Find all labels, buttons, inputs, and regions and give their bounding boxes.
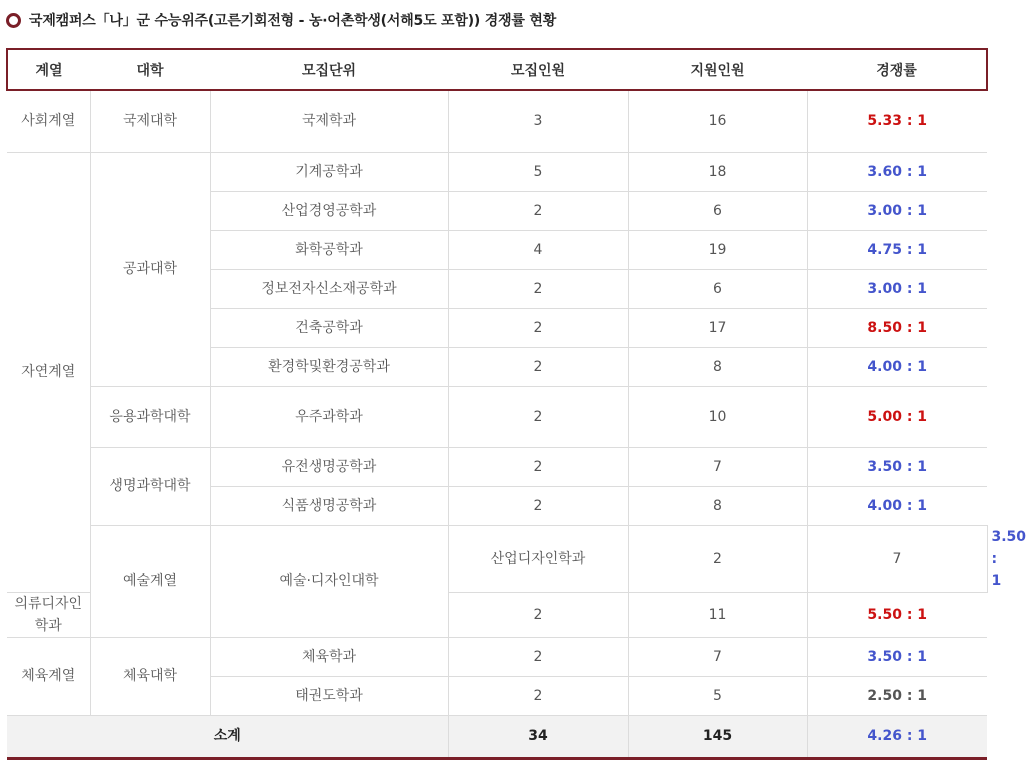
header-rate: 경쟁률 xyxy=(807,49,987,90)
unit-cell: 국제학과 xyxy=(210,90,448,152)
header-college: 대학 xyxy=(90,49,210,90)
page-title: 국제캠퍼스「나」군 수능위주(고른기회전형 - 농·어촌학생(서해5도 포함)) 경쟁률 현황 xyxy=(29,13,557,29)
rate-cell: 4.75 : 1 xyxy=(807,230,987,269)
college-cell: 예술·디자인대학 xyxy=(210,525,448,637)
header-applicants: 지원인원 xyxy=(628,49,807,90)
header-group: 계열 xyxy=(7,49,90,90)
unit-cell: 산업디자인학과 xyxy=(448,525,628,592)
college-cell: 응용과학대학 xyxy=(90,386,210,447)
unit-cell: 산업경영공학과 xyxy=(210,191,448,230)
table-row xyxy=(7,637,987,676)
table-row xyxy=(7,447,987,486)
applicants-cell: 10 xyxy=(628,386,807,447)
rate-cell: 4.00 : 1 xyxy=(807,347,987,386)
rate-cell: 3.50 : 1 xyxy=(807,447,987,486)
applicants-cell: 16 xyxy=(628,90,807,152)
college-cell: 체육대학 xyxy=(90,637,210,715)
applicants-cell: 18 xyxy=(628,152,807,191)
quota-cell: 4 xyxy=(448,230,628,269)
rate-cell: 5.50 : 1 xyxy=(807,592,987,637)
header-unit: 모집단위 xyxy=(210,49,448,90)
group-cell: 체육계열 xyxy=(7,637,90,715)
unit-cell: 정보전자신소재공학과 xyxy=(210,269,448,308)
quota-cell: 2 xyxy=(448,447,628,486)
total-row xyxy=(7,715,987,758)
applicants-cell: 8 xyxy=(628,486,807,525)
table-row xyxy=(7,152,987,191)
table-header-row xyxy=(7,49,987,90)
unit-cell: 우주과학과 xyxy=(210,386,448,447)
quota-cell: 2 xyxy=(448,676,628,715)
applicants-cell: 6 xyxy=(628,191,807,230)
college-cell: 공과대학 xyxy=(90,152,210,386)
unit-cell: 화학공학과 xyxy=(210,230,448,269)
unit-cell: 기계공학과 xyxy=(210,152,448,191)
rate-cell: 5.00 : 1 xyxy=(807,386,987,447)
applicants-cell: 7 xyxy=(628,447,807,486)
rate-cell: 4.00 : 1 xyxy=(807,486,987,525)
total-label: 소계 xyxy=(7,715,448,758)
rate-cell: 3.60 : 1 xyxy=(807,152,987,191)
circle-bullet-icon xyxy=(6,13,21,28)
unit-cell: 식품생명공학과 xyxy=(210,486,448,525)
total-rate: 4.26 : 1 xyxy=(807,715,987,758)
quota-cell: 2 xyxy=(448,191,628,230)
quota-cell: 2 xyxy=(448,347,628,386)
quota-cell: 2 xyxy=(448,269,628,308)
unit-cell: 건축공학과 xyxy=(210,308,448,347)
page-title-bar xyxy=(6,8,556,32)
applicants-cell: 11 xyxy=(628,592,807,637)
group-cell: 예술계열 xyxy=(90,525,210,637)
college-cell: 국제대학 xyxy=(90,90,210,152)
quota-cell: 2 xyxy=(628,525,807,592)
applicants-cell: 8 xyxy=(628,347,807,386)
applicants-cell: 7 xyxy=(807,525,987,592)
rate-cell: 8.50 : 1 xyxy=(807,308,987,347)
table-row xyxy=(7,386,987,447)
group-cell: 자연계열 xyxy=(7,152,90,592)
table-row: 예술계열 예술·디자인대학 산업디자인학과 2 7 3.50 : 1 xyxy=(7,525,987,592)
unit-cell: 의류디자인학과 xyxy=(7,592,90,637)
quota-cell: 2 xyxy=(448,592,628,637)
rate-cell: 3.00 : 1 xyxy=(807,269,987,308)
unit-cell: 환경학및환경공학과 xyxy=(210,347,448,386)
rate-cell: 3.50 : 1 xyxy=(807,637,987,676)
competition-rate-table xyxy=(6,48,1026,760)
applicants-cell: 6 xyxy=(628,269,807,308)
unit-cell: 태권도학과 xyxy=(210,676,448,715)
total-quota: 34 xyxy=(448,715,628,758)
quota-cell: 3 xyxy=(448,90,628,152)
unit-cell: 체육학과 xyxy=(210,637,448,676)
total-applicants: 145 xyxy=(628,715,807,758)
applicants-cell: 7 xyxy=(628,637,807,676)
quota-cell: 5 xyxy=(448,152,628,191)
quota-cell: 2 xyxy=(448,637,628,676)
rate-cell: 5.33 : 1 xyxy=(807,90,987,152)
unit-cell: 유전생명공학과 xyxy=(210,447,448,486)
applicants-cell: 19 xyxy=(628,230,807,269)
header-quota: 모집인원 xyxy=(448,49,628,90)
applicants-cell: 17 xyxy=(628,308,807,347)
quota-cell: 2 xyxy=(448,308,628,347)
applicants-cell: 5 xyxy=(628,676,807,715)
group-cell: 사회계열 xyxy=(7,90,90,152)
quota-cell: 2 xyxy=(448,486,628,525)
quota-cell: 2 xyxy=(448,386,628,447)
rate-cell: 2.50 : 1 xyxy=(807,676,987,715)
table-row xyxy=(7,90,987,152)
college-cell: 생명과학대학 xyxy=(90,447,210,525)
rate-cell: 3.00 : 1 xyxy=(807,191,987,230)
